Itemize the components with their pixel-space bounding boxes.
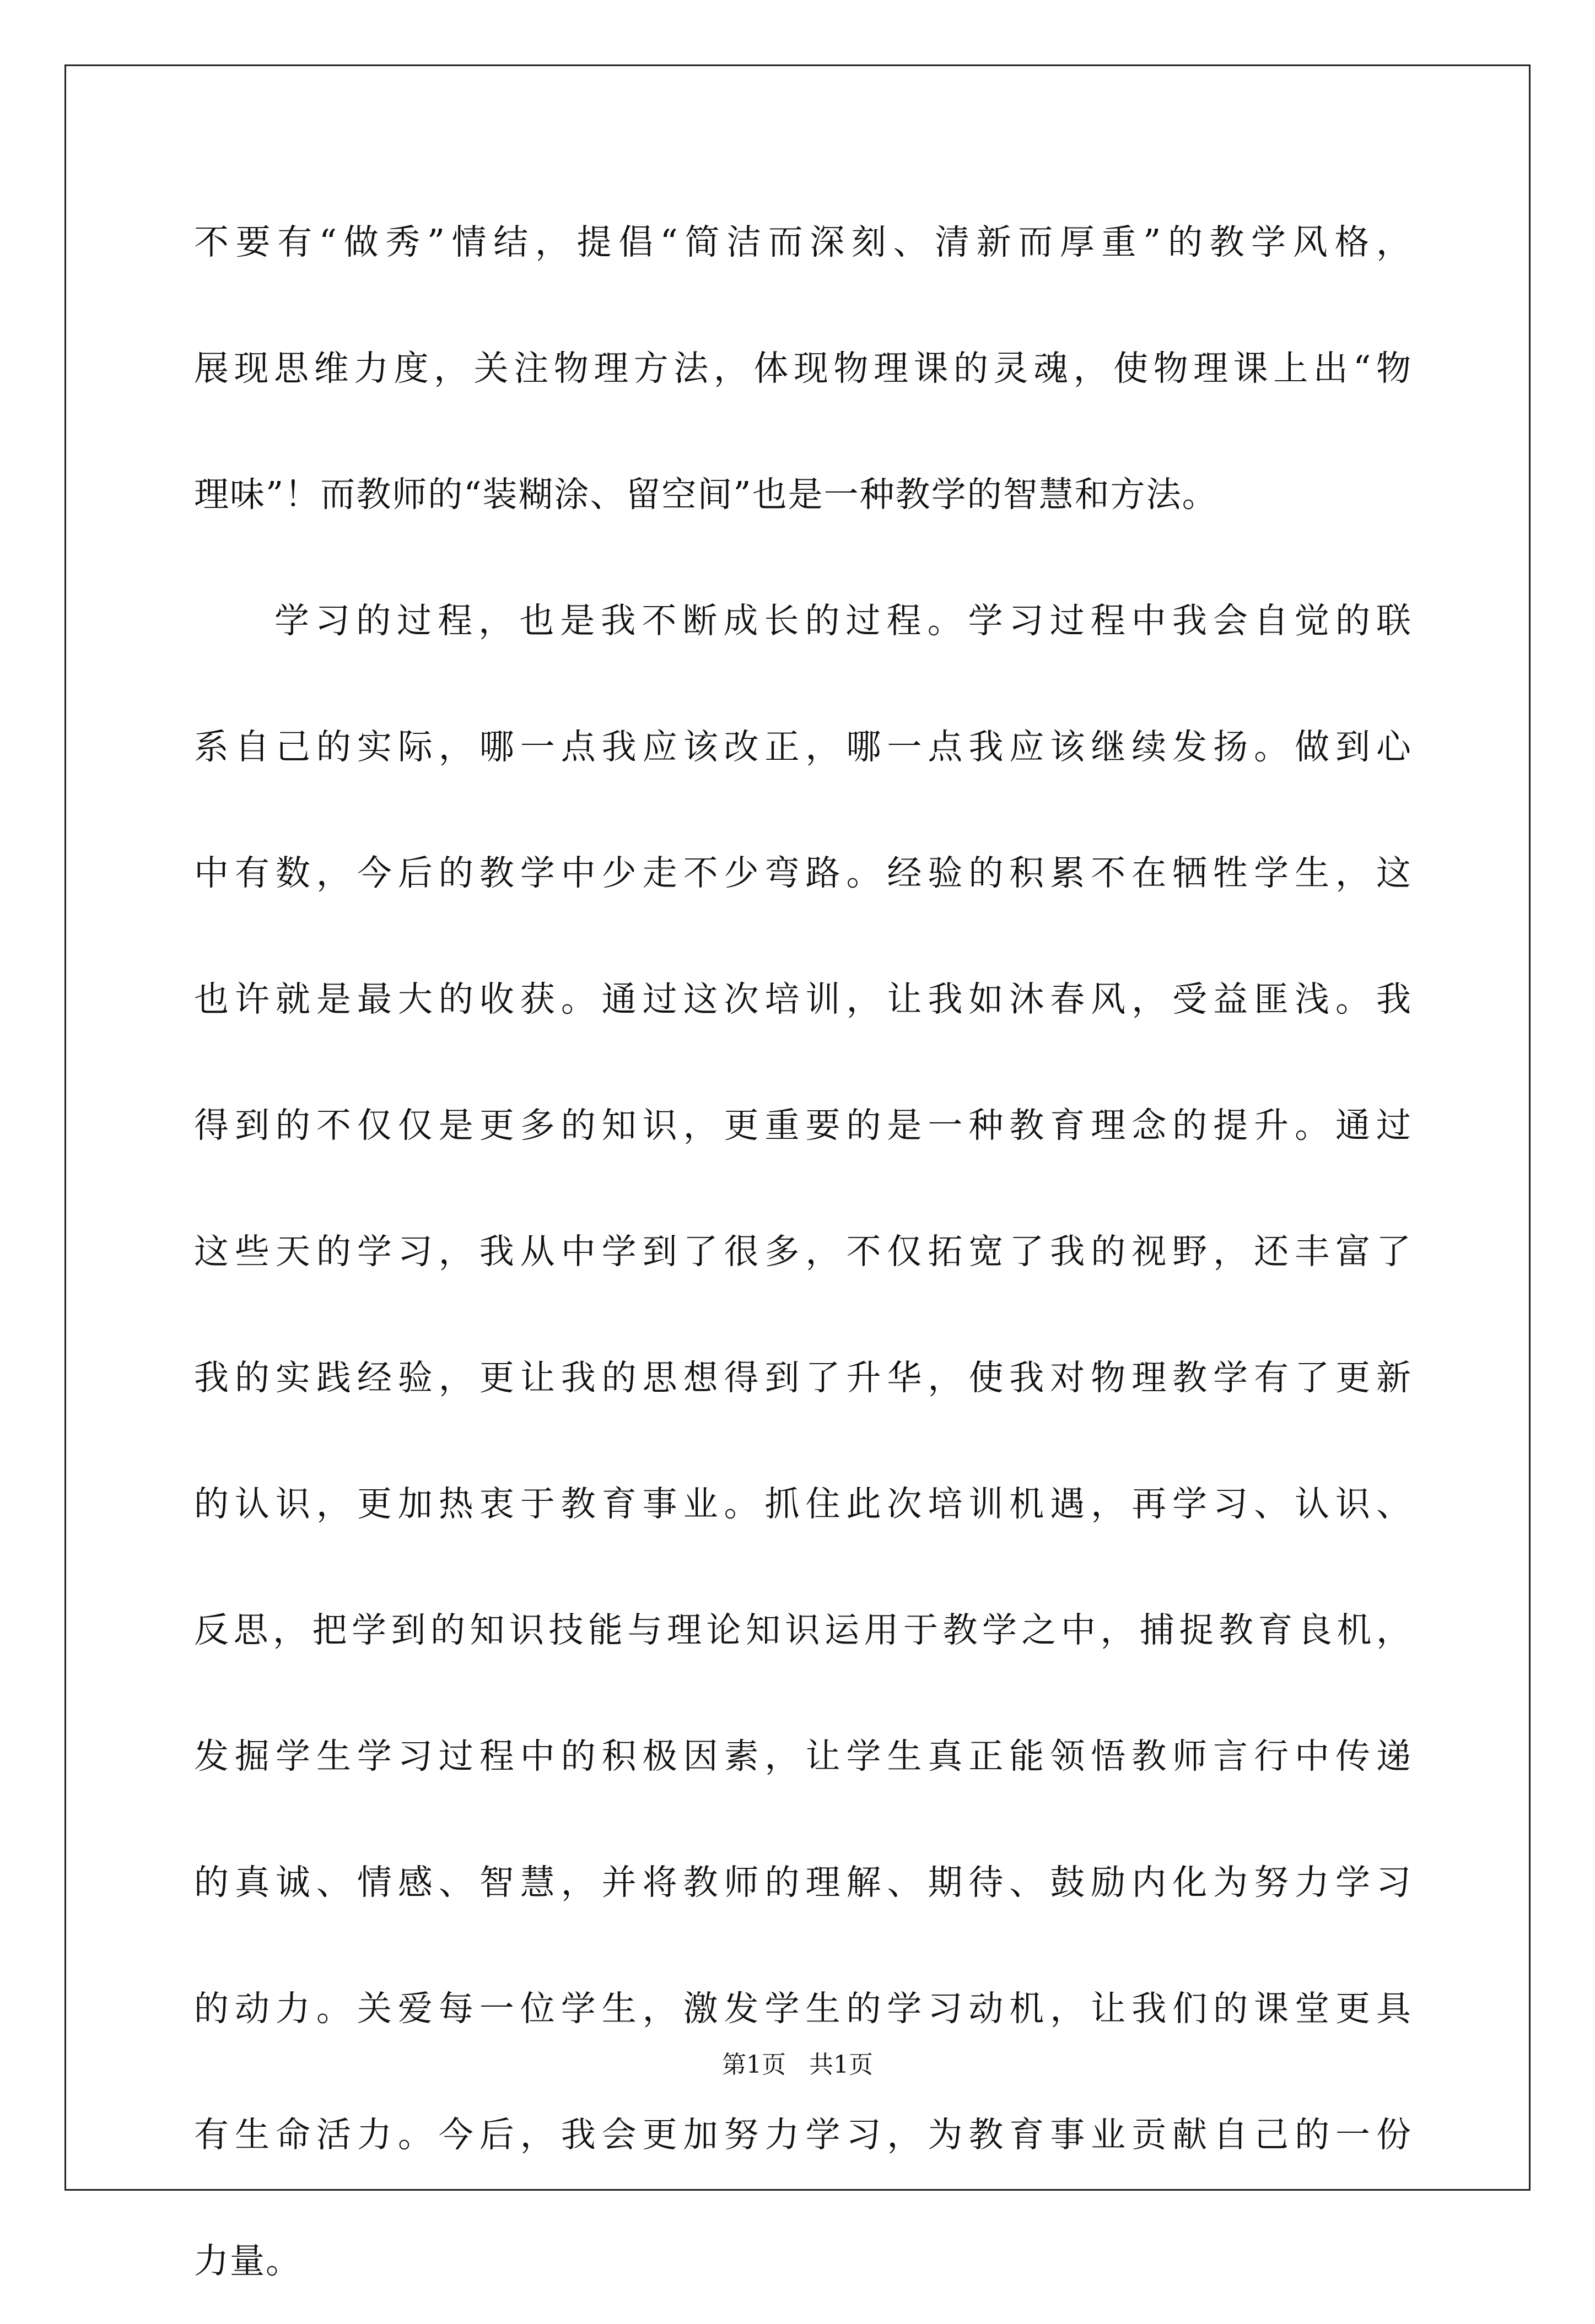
text-line: 发掘学生学习过程中的积极因素，让学生真正能领悟教师言行中传递 <box>194 1736 1412 1776</box>
text-line: 不要有“做秀”情结，提倡“简洁而深刻、清新而厚重”的教学风格， <box>194 222 1412 262</box>
text-line: 中有数，今后的教学中少走不少弯路。经验的积累不在牺牲学生，这 <box>194 853 1412 893</box>
text-line: 的真诚、情感、智慧，并将教师的理解、期待、鼓励内化为努力学习 <box>194 1862 1412 1903</box>
document-body <box>194 179 1412 2324</box>
text-line: 系自己的实际，哪一点我应该改正，哪一点我应该继续发扬。做到心 <box>194 727 1412 767</box>
text-line: 力量。 <box>194 2241 301 2281</box>
text-line: 理味”！而教师的“装糊涂、留空间”也是一种教学的智慧和方法。 <box>194 474 1218 515</box>
text-line: 反思，把学到的知识技能与理论知识运用于教学之中，捕捉教育良机， <box>194 1610 1412 1650</box>
paragraph-first-line: 学习的过程，也是我不断成长的过程。学习过程中我会自觉的联 <box>274 601 1412 641</box>
text-line: 也许就是最大的收获。通过这次培训，让我如沐春风，受益匪浅。我 <box>194 979 1412 1019</box>
text-line: 我的实践经验，更让我的思想得到了升华，使我对物理教学有了更新 <box>194 1358 1412 1398</box>
page-footer <box>0 2049 1595 2082</box>
page-number-current: 第1页 <box>722 2051 786 2079</box>
text-line: 展现思维力度，关注物理方法，体现物理课的灵魂，使物理课上出“物 <box>194 348 1412 388</box>
text-line: 的认识，更加热衷于教育事业。抓住此次培训机遇，再学习、认识、 <box>194 1484 1412 1524</box>
page-number-total: 共1页 <box>809 2051 873 2079</box>
text-line: 得到的不仅仅是更多的知识，更重要的是一种教育理念的提升。通过 <box>194 1105 1412 1145</box>
text-line: 这些天的学习，我从中学到了很多，不仅拓宽了我的视野，还丰富了 <box>194 1231 1412 1272</box>
text-line: 有生命活力。今后，我会更加努力学习，为教育事业贡献自己的一份 <box>194 2115 1412 2155</box>
footer-gap <box>786 2051 809 2079</box>
text-line: 的动力。关爱每一位学生，激发学生的学习动机，让我们的课堂更具 <box>194 1988 1412 2029</box>
